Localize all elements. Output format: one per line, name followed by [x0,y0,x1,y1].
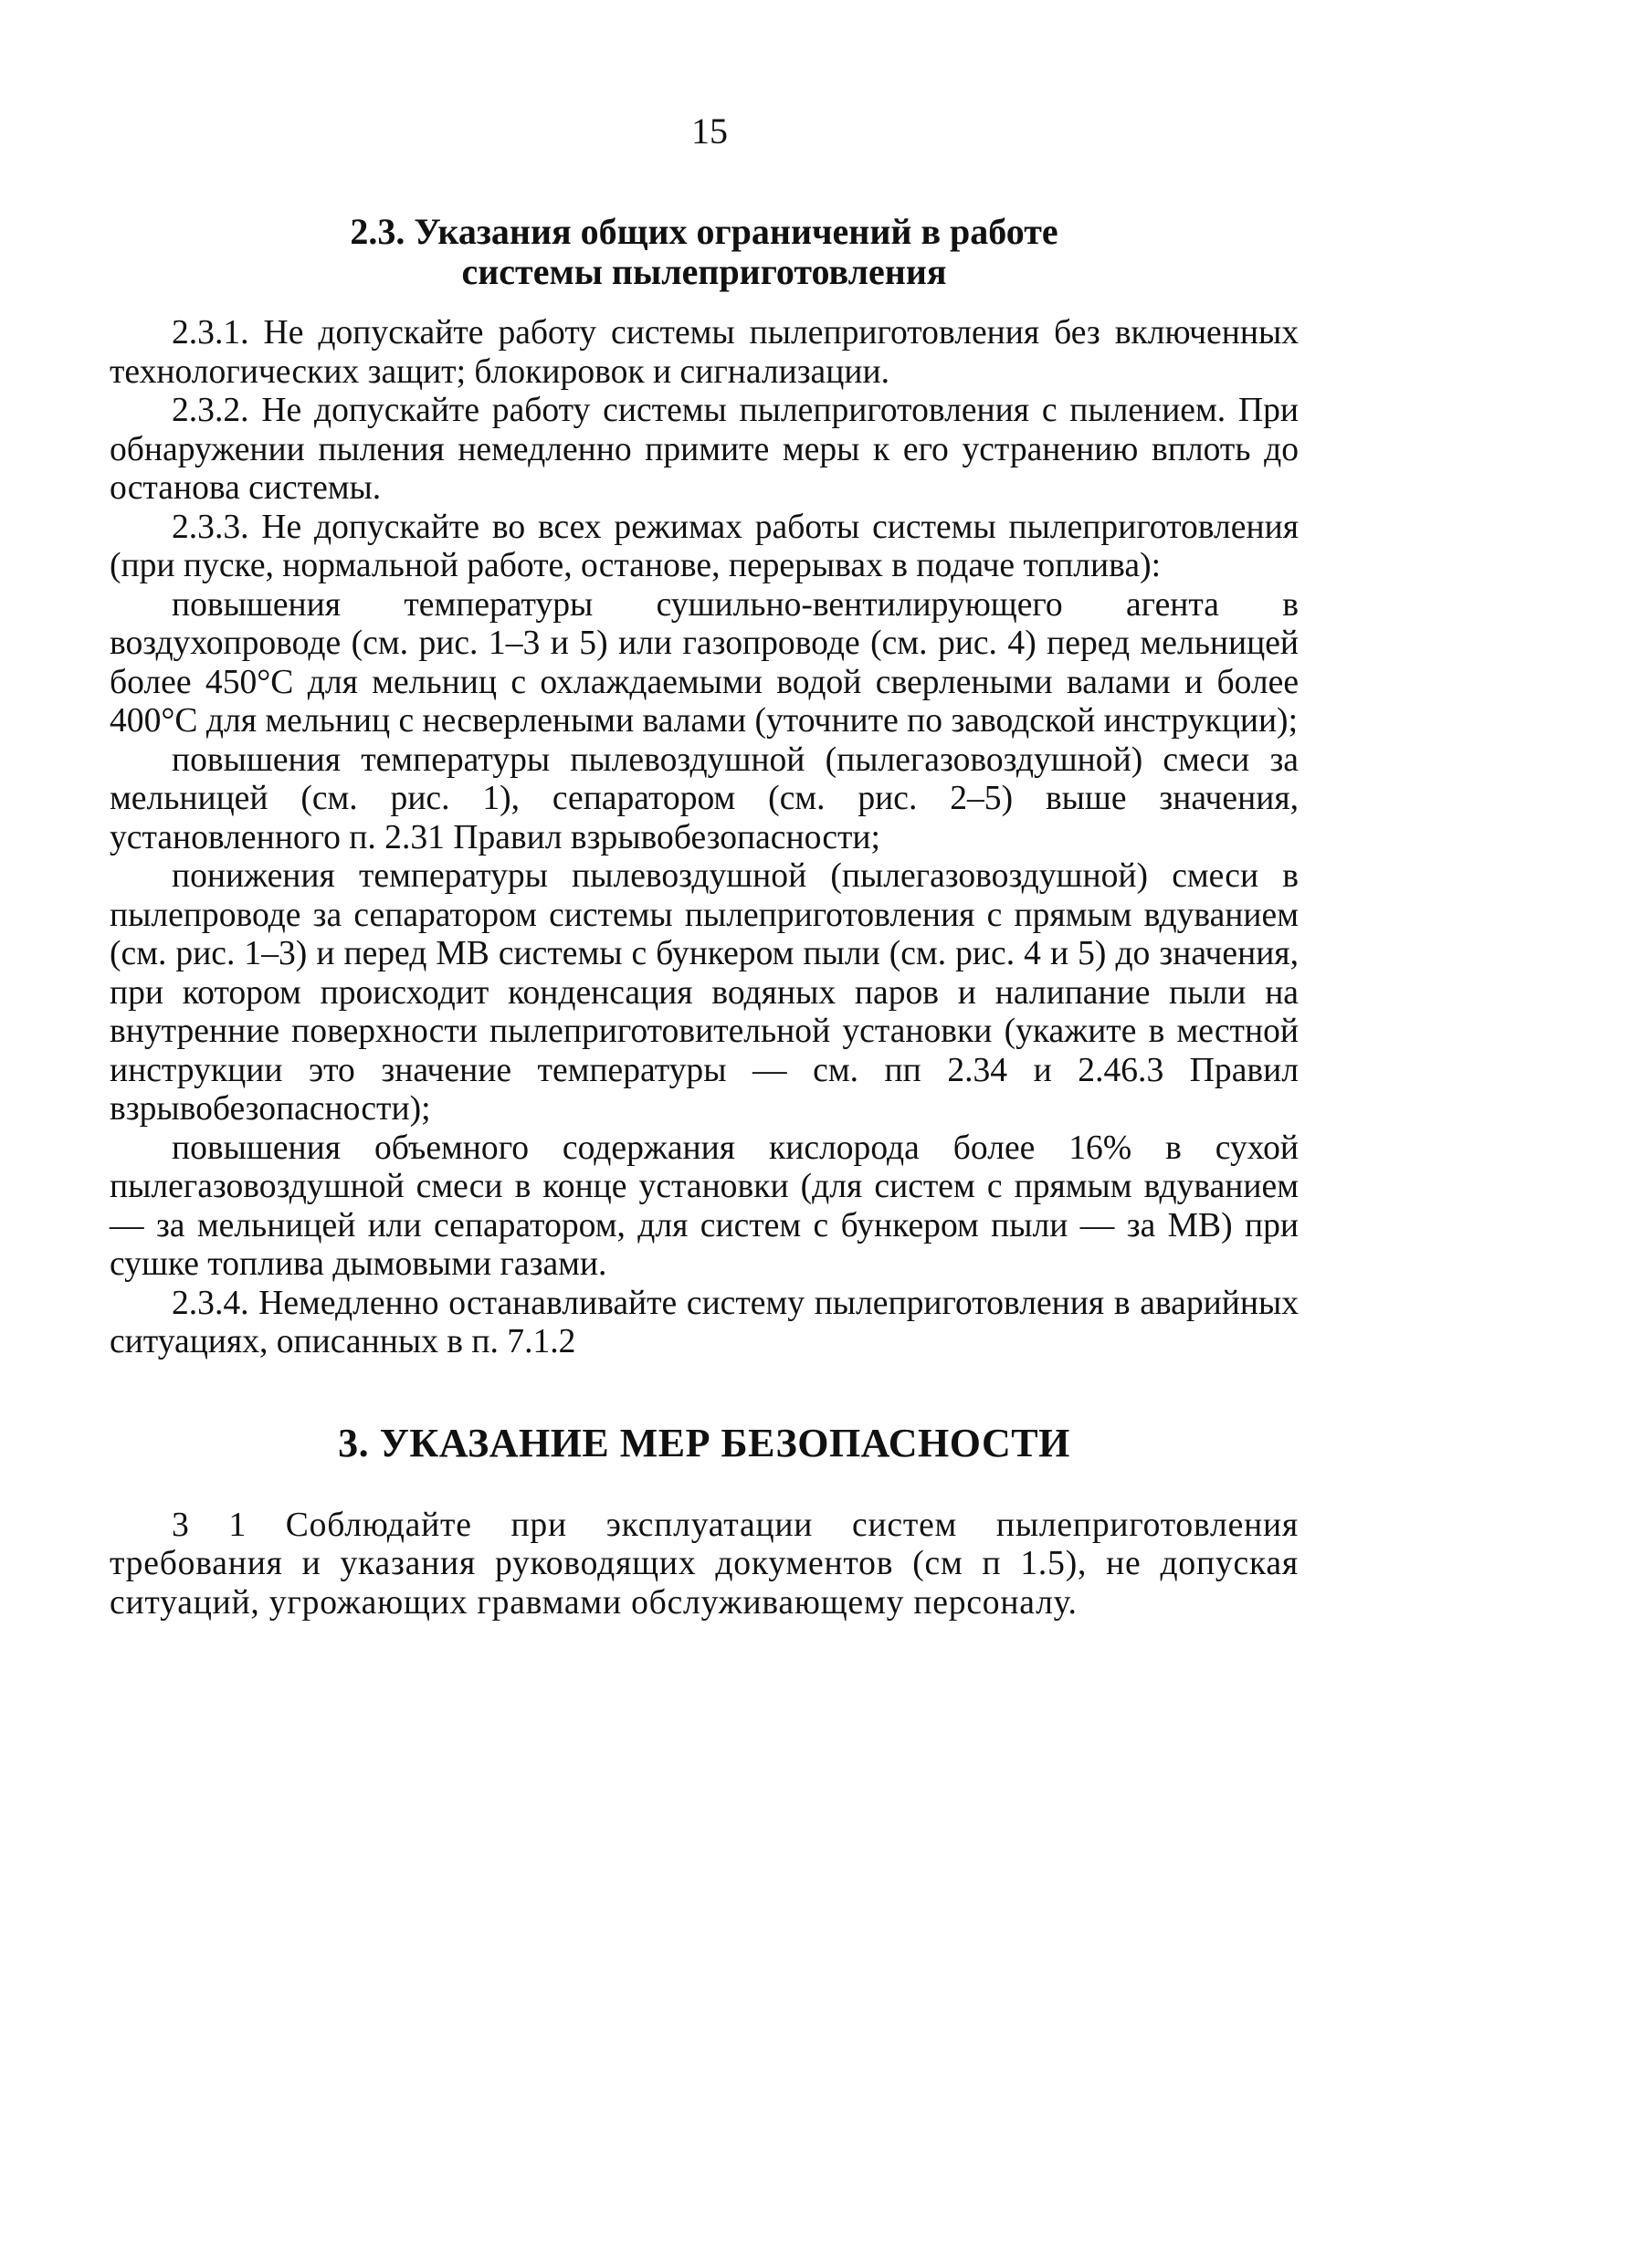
page-number: 15 [691,110,728,152]
section-3-heading: 3. УКАЗАНИЕ МЕР БЕЗОПАСНОСТИ [338,1420,1070,1465]
list-item-oxygen-content: повышения объемного содержания кислорода более 16% в сухой пылегазовоздушной смеси в конце установки (для систем с прямым вдуванием — за мельницей или сепаратором, для систем с бункером пыли — за МВ) при сушке топлива дымовыми газами. [110,1129,1299,1283]
paragraph-2-3-1: 2.3.1. Не допускайте работу системы пылеприготовления без включенных технологических защит; блокировок и сигнализации. [110,314,1299,391]
list-item-temperature-decrease-mixture: понижения температуры пылевоздушной (пылегазовоздушной) смеси в пылепроводе за сепаратором системы пылеприготовления с прямым вдуванием (см. рис. 1–3) и перед МВ системы с бункером пыли (см. рис. 4 и 5) до значения, при котором происходит конденсация водяных паров и налипание пыли на внутренние поверхности пылеприготовительной установки (укажите в местной инструкции это значение температуры — см. пп 2.34 и 2.46.3 Правил взрывобезопасности); [110,857,1299,1128]
list-item-temperature-increase-mixture: повышения температуры пылевоздушной (пылегазовоздушной) смеси за мельницей (см. рис. 1), сепаратором (см. рис. 2–5) выше значения, установленного п. 2.31 Правил взрывобезопасности; [110,740,1299,856]
section-2-3-heading-line-2: системы пылеприготовления [461,251,947,292]
document-page [110,108,1299,1622]
section-2-3-heading [110,212,1299,292]
paragraph-2-3-3: 2.3.3. Не допускайте во всех режимах работы системы пылеприготовления (при пуске, нормальной работе, останове, перерывах в подаче топлива): [110,508,1299,584]
paragraph-2-3-4: 2.3.4. Немедленно останавливайте систему пылеприготовления в аварийных ситуациях, описанных в п. 7.1.2 [110,1284,1299,1360]
section-2-3-heading-line-1: 2.3. Указания общих ограничений в работе [350,211,1058,252]
paragraph-2-3-2: 2.3.2. Не допускайте работу системы пылеприготовления с пылением. При обнаружении пыления немедленно примите меры к его устранению вплоть до останова системы. [110,392,1299,507]
list-item-temperature-increase-agent: повышения температуры сушильно-вентилирующего агента в воздухопроводе (см. рис. 1–3 и 5) или газопроводе (см. рис. 4) перед мельницей более 450°С для мельниц с охлаждаемыми водой сверлеными валами и более 400°С для мельниц с несверлеными валами (уточните по заводской инструкции); [110,585,1299,740]
paragraph-3-1: 3 1 Соблюдайте при эксплуатации систем пылеприготовления требования и указания руководящих документов (см п 1.5), не допуская ситуаций, угрожающих гравмами обслуживающему персоналу. [110,1506,1299,1622]
